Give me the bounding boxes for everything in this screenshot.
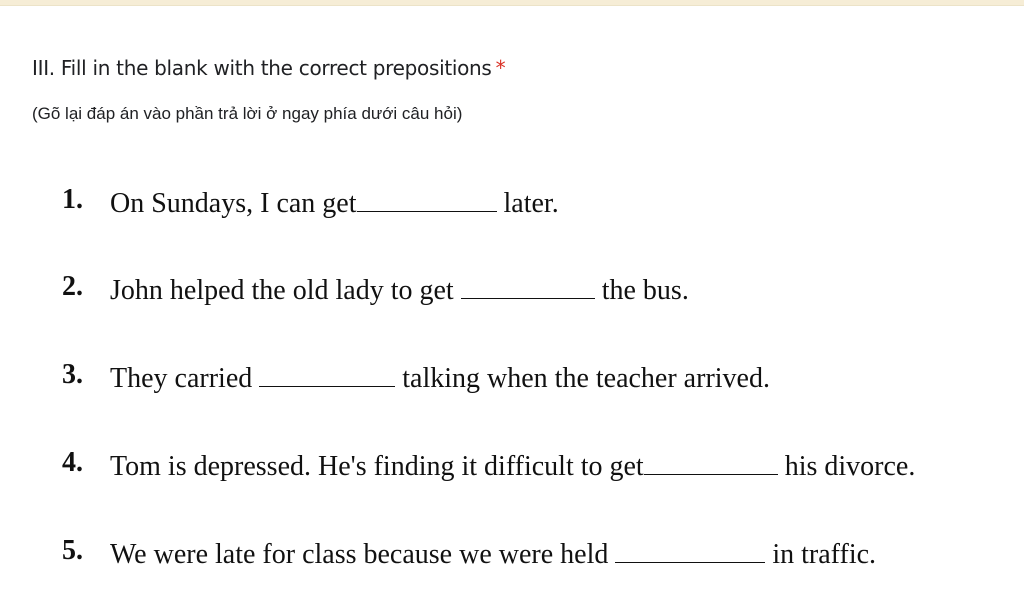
sentence-before-blank: On Sundays, I can get <box>110 188 357 219</box>
item-number: 5. <box>62 535 83 566</box>
item-sentence <box>110 359 770 395</box>
answer-blank <box>357 184 497 212</box>
sentence-after-blank: talking when the teacher arrived. <box>395 363 770 394</box>
question-title-text: III. Fill in the blank with the correct prepositions <box>32 56 492 80</box>
item-number: 1. <box>62 184 83 215</box>
item-number: 4. <box>62 447 83 478</box>
sentence-after-blank: later. <box>496 188 559 219</box>
item-number: 2. <box>62 271 83 302</box>
answer-blank <box>259 359 395 387</box>
question-instruction: (Gõ lại đáp án vào phần trả lời ở ngay phía dưới câu hỏi) <box>32 104 463 123</box>
item-sentence <box>110 184 559 220</box>
sentence-before-blank: We were late for class because we were held <box>110 539 616 570</box>
item-sentence <box>110 535 876 571</box>
item-sentence <box>110 271 689 307</box>
sentence-after-blank: his divorce. <box>777 451 916 482</box>
answer-blank <box>644 447 778 475</box>
sentence-after-blank: the bus. <box>594 275 689 306</box>
required-asterisk: * <box>495 56 506 80</box>
sentence-before-blank: They carried <box>110 363 260 394</box>
answer-blank <box>615 535 765 563</box>
item-sentence <box>110 447 915 483</box>
item-number: 3. <box>62 359 83 390</box>
sentence-after-blank: in traffic. <box>765 539 877 570</box>
answer-blank <box>461 271 595 299</box>
sentence-before-blank: Tom is depressed. He's finding it difficult to get <box>110 451 644 482</box>
sentence-before-blank: John helped the old lady to get <box>110 275 461 306</box>
